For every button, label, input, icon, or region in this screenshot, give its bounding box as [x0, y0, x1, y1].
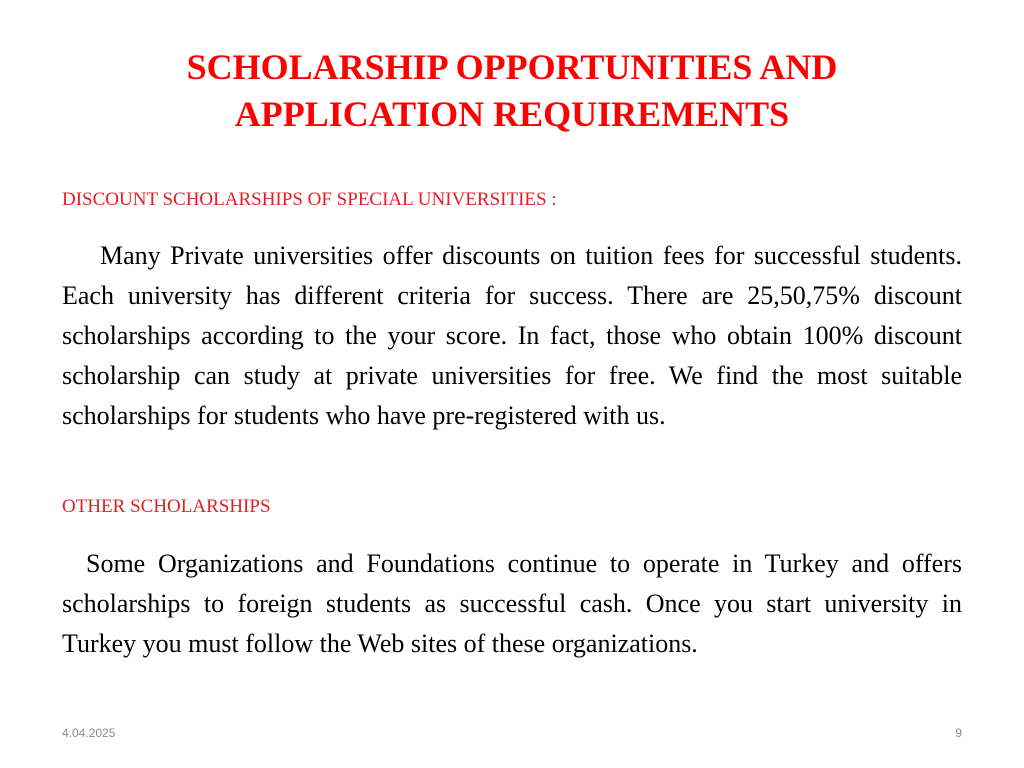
- slide-title-line-1: SCHOLARSHIP OPPORTUNITIES AND: [186, 47, 838, 87]
- footer-page-number: 9: [955, 726, 962, 740]
- other-scholarships-heading: OTHER SCHOLARSHIPS: [62, 496, 271, 517]
- footer-date: 4.04.2025: [62, 726, 116, 740]
- slide-title: [62, 44, 962, 138]
- other-scholarships-paragraph: Some Organizations and Foundations continue to operate in Turkey and offers scholarships to foreign students as successful cash. Once you start university in Turkey you must follow the Web sites of these organizations.: [62, 549, 962, 658]
- slide-title-line-2: APPLICATION REQUIREMENTS: [234, 94, 790, 134]
- discount-scholarships-heading: DISCOUNT SCHOLARSHIPS OF SPECIAL UNIVERSITIES :: [62, 189, 557, 210]
- discount-scholarships-paragraph: Many Private universities offer discounts on tuition fees for successful students. Each university has different criteria for success. There are 25,50,75% discount scholarships according to the your score. In fact, those who obtain 100% discount scholarship can study at private universities for free. We find the most suitable scholarships for students who have pre-registered with us.: [62, 241, 962, 430]
